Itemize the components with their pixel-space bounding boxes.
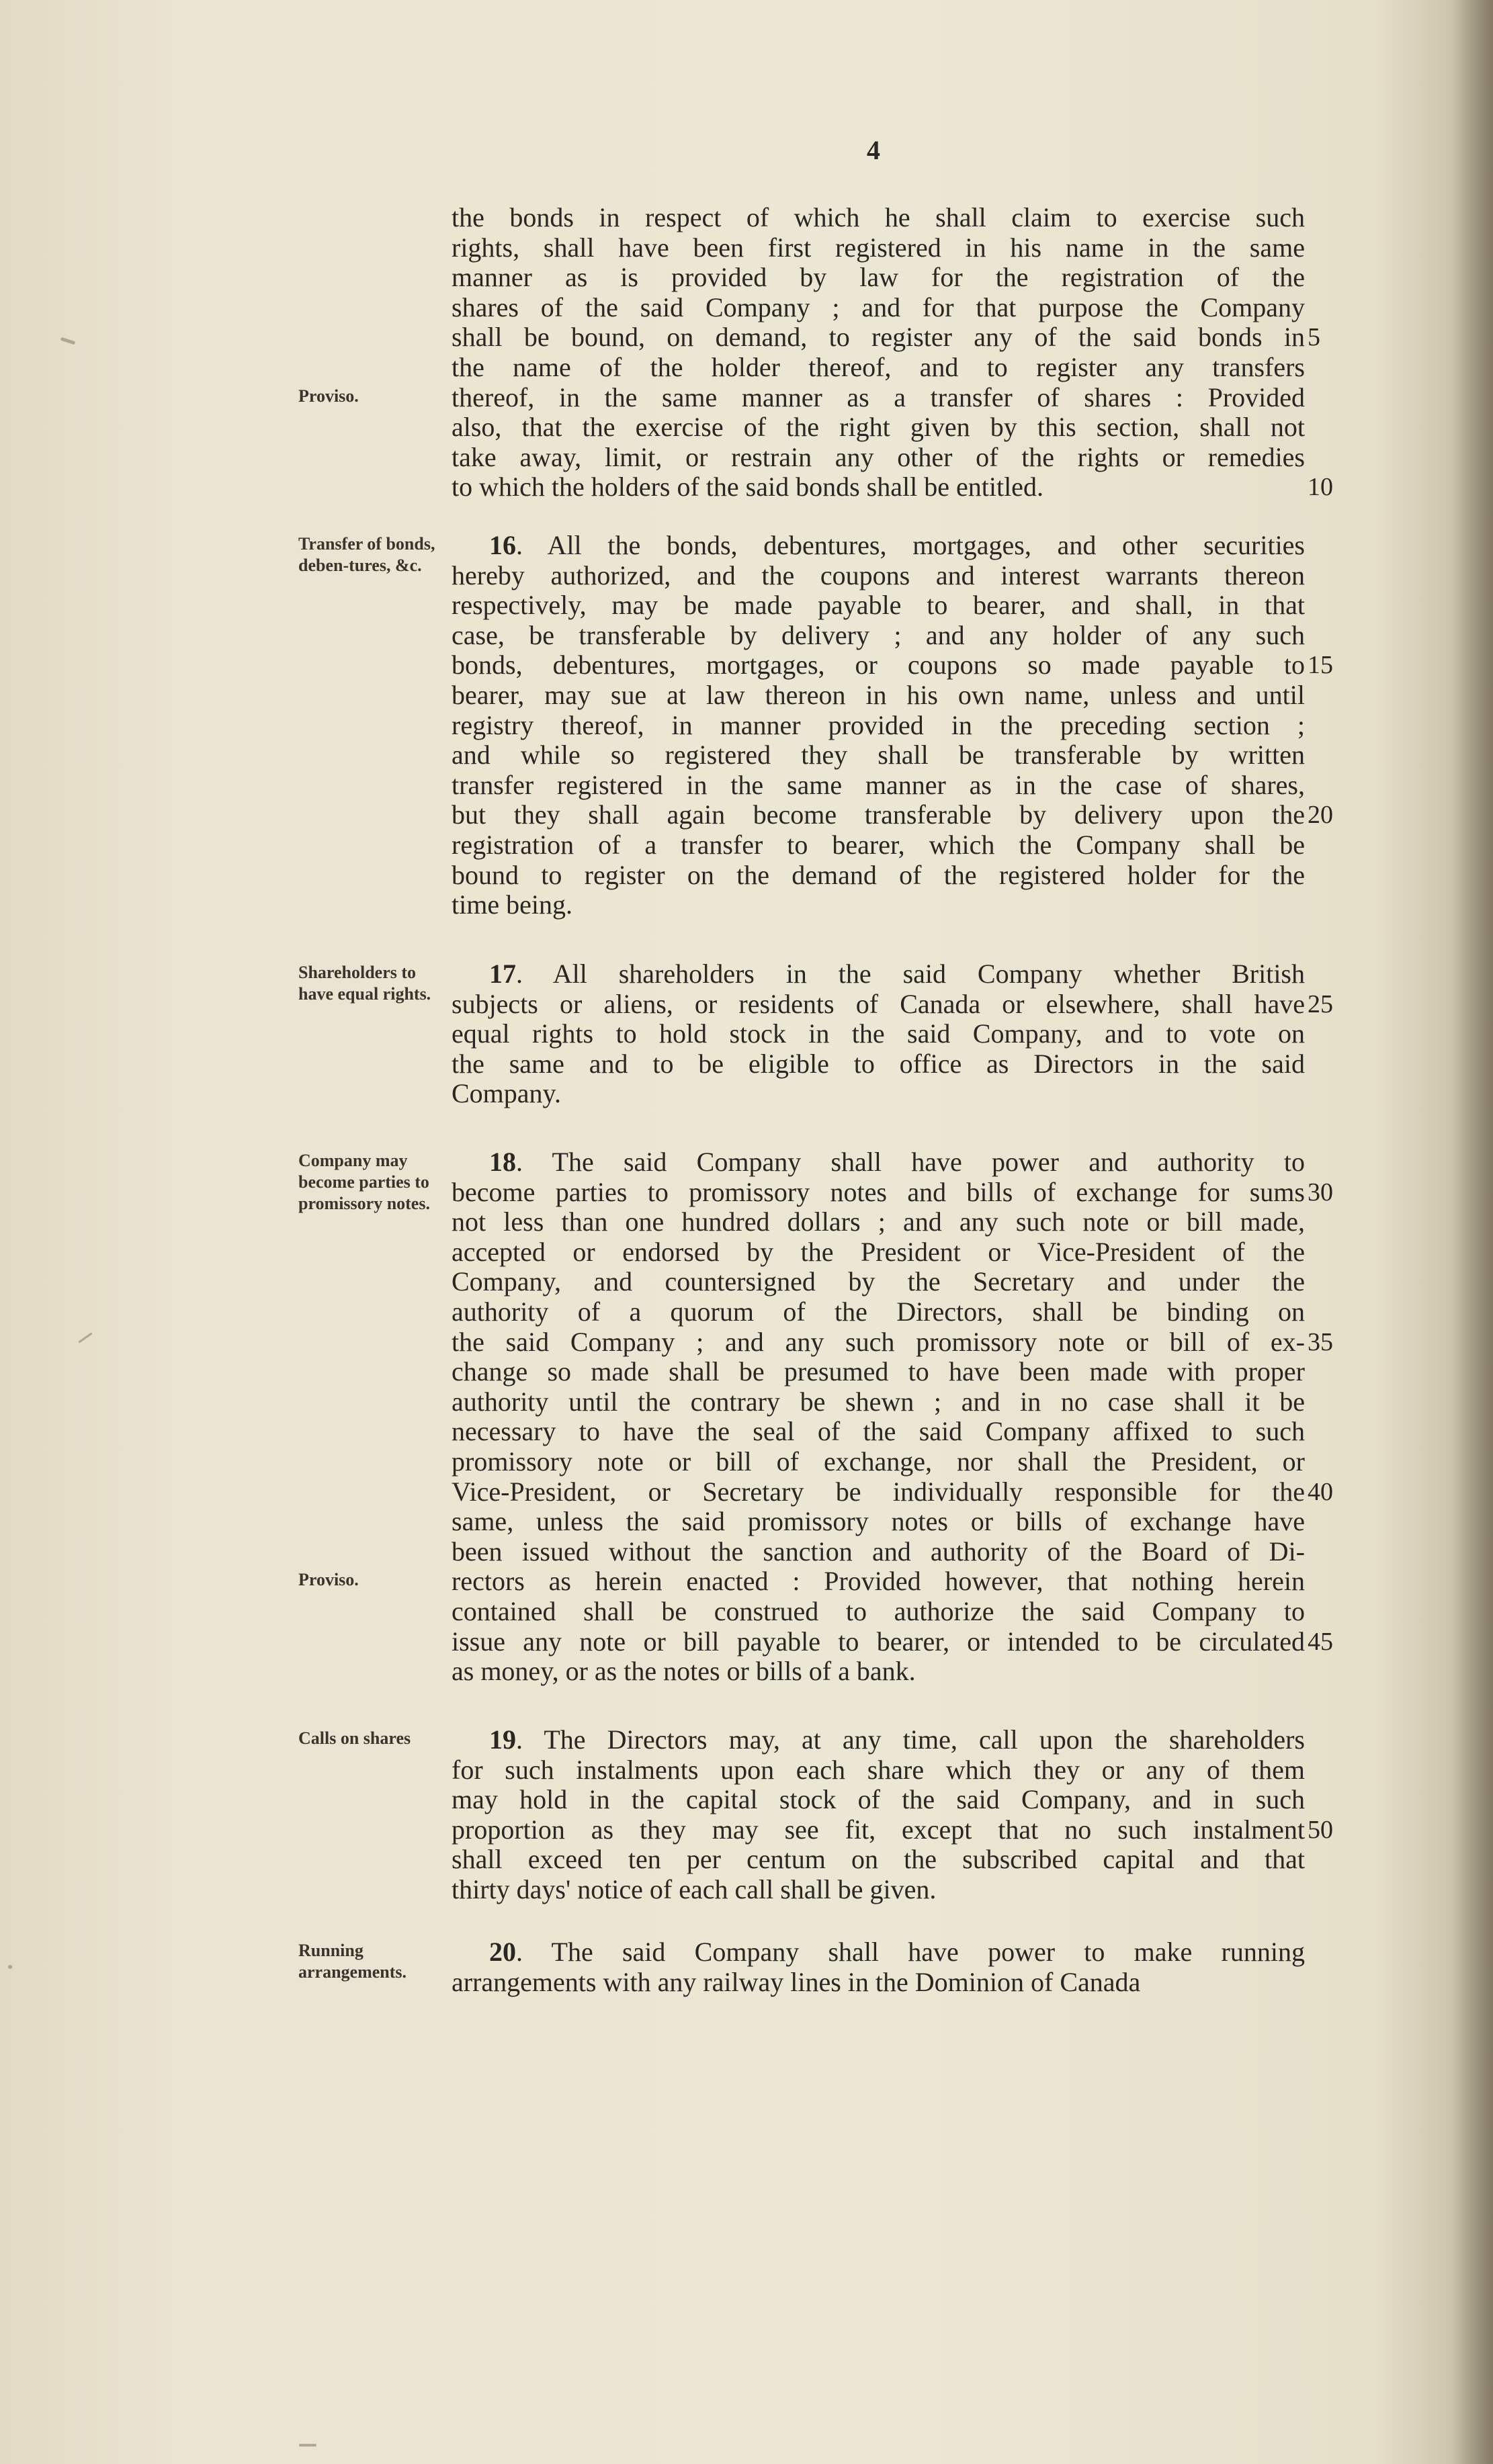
margin-note: Proviso. [298, 1570, 359, 1590]
ink-mark [60, 337, 75, 345]
text-line: bearer, may sue at law thereon in his own name, unless and until [452, 679, 1305, 710]
text-line: same, unless the said promissory notes or bills of exchange have [452, 1506, 1305, 1537]
text-line [452, 959, 1305, 989]
text-line [452, 1147, 1305, 1178]
text-line: necessary to have the seal of the said Company affixed to such [452, 1416, 1305, 1447]
text-line: registry thereof, in manner provided in the preceding section ; [452, 709, 1305, 740]
text-line: arrangements with any railway lines in the Dominion of Canada [452, 1966, 1141, 1997]
line-number: 50 [1308, 1815, 1333, 1844]
text-line: transfer registered in the same manner as in the case of shares, [452, 769, 1305, 800]
section-number: 18 [489, 1147, 516, 1177]
text-line: registration of a transfer to bearer, which the Company shall be [452, 829, 1305, 860]
margin-note: Proviso. [298, 386, 359, 406]
section-text [452, 531, 1305, 920]
ink-mark [8, 1965, 12, 1969]
line-number: 45 [1308, 1627, 1333, 1656]
section-text [452, 1937, 1305, 1997]
text-line: also, that the exercise of the right given by this section, shall not [452, 412, 1305, 443]
text-line: shall exceed ten per centum on the subscribed capital and that [452, 1844, 1305, 1875]
text-line [452, 1725, 1305, 1755]
text-line: proportion as they may see fit, except that no such instalment [452, 1814, 1305, 1845]
text-line: may hold in the capital stock of the said Company, and in such [452, 1784, 1305, 1815]
line-number: 10 [1308, 473, 1333, 502]
text-line: time being. [452, 889, 572, 920]
line-text: . All the bonds, debentures, mortgages, and other securities [516, 530, 1305, 560]
text-line [452, 531, 1305, 561]
text-line: manner as is provided by law for the registration of the [452, 262, 1305, 293]
text-line: to which the holders of the said bonds shall be entitled. [452, 472, 1043, 502]
text-line: accepted or endorsed by the President or Vice-President of the [452, 1236, 1305, 1267]
text-line: for such instalments upon each share which they or any of them [452, 1754, 1305, 1785]
ink-mark [78, 1332, 92, 1343]
section-text [452, 1147, 1305, 1687]
text-line: respectively, may be made payable to bearer, and shall, in that [452, 590, 1305, 621]
line-text: . All shareholders in the said Company whether British [516, 959, 1305, 989]
text-line: not less than one hundred dollars ; and any such note or bill made, [452, 1206, 1305, 1237]
text-line: bonds, debentures, mortgages, or coupons so made payable to [452, 650, 1305, 680]
text-line: shares of the said Company ; and for that purpose the Company [452, 292, 1305, 322]
text-line: contained shall be construed to authorize the said Company to [452, 1595, 1305, 1626]
text-line: the said Company ; and any such promissory note or bill of ex- [452, 1326, 1305, 1357]
text-line: subjects or aliens, or residents of Canada or elsewhere, shall have [452, 988, 1305, 1019]
text-line: the same and to be eligible to office as Directors in the said [452, 1048, 1305, 1079]
section-number: 17 [489, 959, 516, 989]
line-number: 20 [1308, 801, 1333, 830]
text-line: rights, shall have been first registered in his name in the same [452, 232, 1305, 263]
section-text [452, 959, 1305, 1109]
text-line: been issued without the sanction and authority of the Board of Di- [452, 1536, 1305, 1567]
line-number: 15 [1308, 651, 1333, 680]
text-line: authority until the contrary be shewn ; and in no case shall it be [452, 1386, 1305, 1417]
section-text [452, 203, 1305, 502]
line-number: 40 [1308, 1477, 1333, 1506]
text-line: case, be transferable by delivery ; and any holder of any such [452, 619, 1305, 650]
text-line: issue any note or bill payable to bearer, or intended to be circulated [452, 1626, 1305, 1657]
ink-mark [299, 2444, 316, 2447]
line-number: 5 [1308, 323, 1320, 352]
text-line: but they shall again become transferable by delivery upon the [452, 799, 1305, 830]
text-line: become parties to promissory notes and bills of exchange for sums [452, 1176, 1305, 1207]
margin-note: Transfer of bonds, deben-tures, &c. [298, 534, 435, 575]
text-line: shall be bound, on demand, to register any of the said bonds in [452, 322, 1305, 353]
margin-note: Calls on shares [298, 1728, 411, 1748]
section-number: 20 [489, 1937, 516, 1967]
text-line: change so made shall be presumed to have been made with proper [452, 1356, 1305, 1387]
line-text: . The said Company shall have power to make running [516, 1937, 1305, 1967]
text-line: bound to register on the demand of the registered holder for the [452, 859, 1305, 890]
text-line: Vice-President, or Secretary be individually responsible for the [452, 1476, 1305, 1507]
margin-note: Running arrangements. [298, 1941, 407, 1982]
page-edge-shadow [1453, 0, 1493, 2464]
section-text [452, 1725, 1305, 1905]
text-line: and while so registered they shall be transferable by written [452, 740, 1305, 771]
section-number: 16 [489, 530, 516, 560]
text-line: authority of a quorum of the Directors, shall be binding on [452, 1296, 1305, 1327]
text-line: take away, limit, or restrain any other of the rights or remedies [452, 441, 1305, 472]
line-text: . The Directors may, at any time, call upon the shareholders [516, 1724, 1305, 1755]
margin-note: Shareholders to have equal rights. [298, 963, 431, 1004]
text-line: as money, or as the notes or bills of a bank. [452, 1656, 916, 1687]
line-number: 25 [1308, 989, 1333, 1018]
text-line: hereby authorized, and the coupons and interest warrants thereon [452, 560, 1305, 590]
text-line: promissory note or bill of exchange, nor shall the President, or [452, 1446, 1305, 1477]
section-number: 19 [489, 1724, 516, 1755]
text-line: the bonds in respect of which he shall claim to exercise such [452, 202, 1305, 232]
text-line: Company. [452, 1078, 561, 1109]
text-line: equal rights to hold stock in the said Company, and to vote on [452, 1018, 1305, 1049]
margin-note: Company may become parties to promissory notes. [298, 1151, 430, 1213]
page-number: 4 [867, 135, 880, 165]
line-number: 35 [1308, 1327, 1333, 1356]
text-line: thirty days' notice of each call shall be given. [452, 1874, 937, 1904]
text-line: thereof, in the same manner as a transfer of shares : Provided [452, 382, 1305, 412]
text-line [452, 1937, 1305, 1968]
text-line: the name of the holder thereof, and to register any transfers [452, 351, 1305, 382]
text-line: Company, and countersigned by the Secretary and under the [452, 1266, 1305, 1297]
line-number: 30 [1308, 1178, 1333, 1206]
line-text: . The said Company shall have power and authority to [516, 1147, 1305, 1177]
text-line: rectors as herein enacted : Provided however, that nothing herein [452, 1566, 1305, 1597]
